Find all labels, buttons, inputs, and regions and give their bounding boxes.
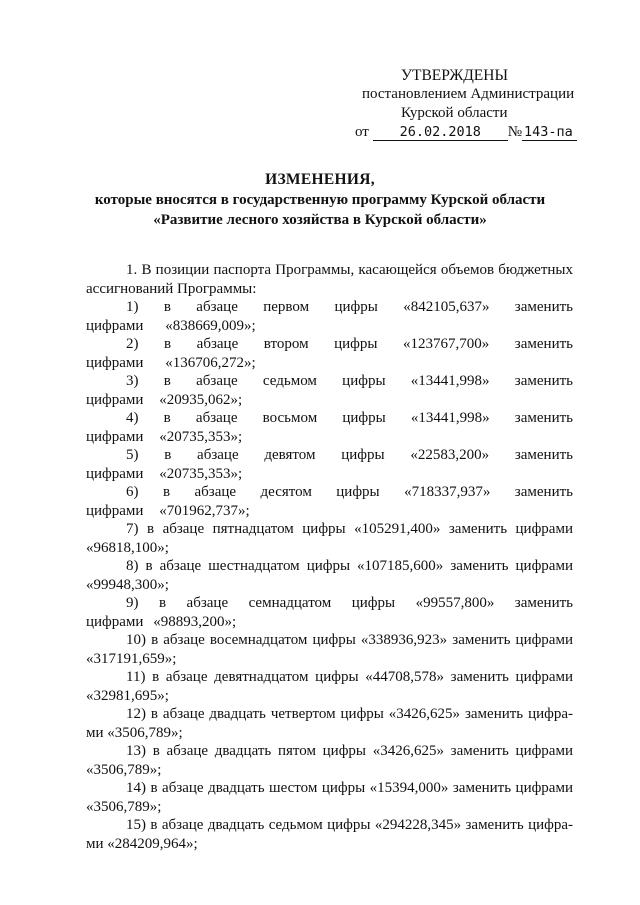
list-item: 13) в абзаце двадцать пятом цифры «3426,625» заменить цифрами «3506,789»; — [86, 743, 573, 778]
list-item: 1) в абзаце первом цифры «842105,637» заменить цифрами «838669,009»; — [86, 299, 573, 334]
number-label: № — [507, 124, 523, 140]
approval-line-3: Курской области — [401, 105, 508, 121]
list-item: 14) в абзаце двадцать шестом цифры «15394,000» заменить цифрами «3506,789»; — [86, 780, 573, 815]
list-item: 5) в абзаце девятом цифры «22583,200» заменить цифрами «20735,353»; — [86, 447, 573, 482]
document-title — [60, 170, 580, 230]
from-label: от — [355, 124, 369, 140]
document-body — [86, 261, 573, 853]
list-item: 6) в абзаце десятом цифры «718337,937» заменить цифрами «701962,737»; — [86, 484, 573, 519]
list-item: 10) в абзаце восемнадцатом цифры «338936,923» заменить цифрами «317191,659»; — [86, 632, 573, 667]
title-subtitle-2: «Развитие лесного хозяйства в Курской области» — [153, 212, 487, 228]
approval-date-number — [355, 123, 577, 142]
approval-title: УТВЕРЖДЕНЫ — [401, 67, 508, 84]
list-item: 8) в абзаце шестнадцатом цифры «107185,600» заменить цифрами «99948,300»; — [86, 558, 573, 593]
title-subtitle-1: которые вносятся в государственную программу Курской области — [94, 192, 546, 208]
title-heading: ИЗМЕНЕНИЯ, — [265, 171, 375, 188]
list-item: 3) в абзаце седьмом цифры «13441,998» заменить цифрами «20935,062»; — [86, 373, 573, 408]
approval-date: 26.02.2018 — [373, 124, 508, 141]
list-item: 15) в абзаце двадцать седьмом цифры «294228,345» заменить цифра-ми «284209,964»; — [86, 817, 573, 852]
approval-block — [355, 66, 577, 142]
list-item: 4) в абзаце восьмом цифры «13441,998» заменить цифрами «20735,353»; — [86, 410, 573, 445]
list-item: 7) в абзаце пятнадцатом цифры «105291,400» заменить цифрами «96818,100»; — [86, 521, 573, 556]
intro-paragraph: 1. В позиции паспорта Программы, касающейся объемов бюджетных ассигнований Программы: — [86, 262, 573, 297]
approval-number: 143-па — [522, 124, 577, 141]
list-item: 9) в абзаце семнадцатом цифры «99557,800» заменить цифрами «98893,200»; — [86, 595, 573, 630]
list-item: 2) в абзаце втором цифры «123767,700» заменить цифрами «136706,272»; — [86, 336, 573, 371]
list-item: 11) в абзаце девятнадцатом цифры «44708,578» заменить цифрами «32981,695»; — [86, 669, 573, 704]
approval-line-2: постановлением Администрации — [362, 86, 575, 102]
list-item: 12) в абзаце двадцать четвертом цифры «3426,625» заменить цифра-ми «3506,789»; — [86, 706, 573, 741]
